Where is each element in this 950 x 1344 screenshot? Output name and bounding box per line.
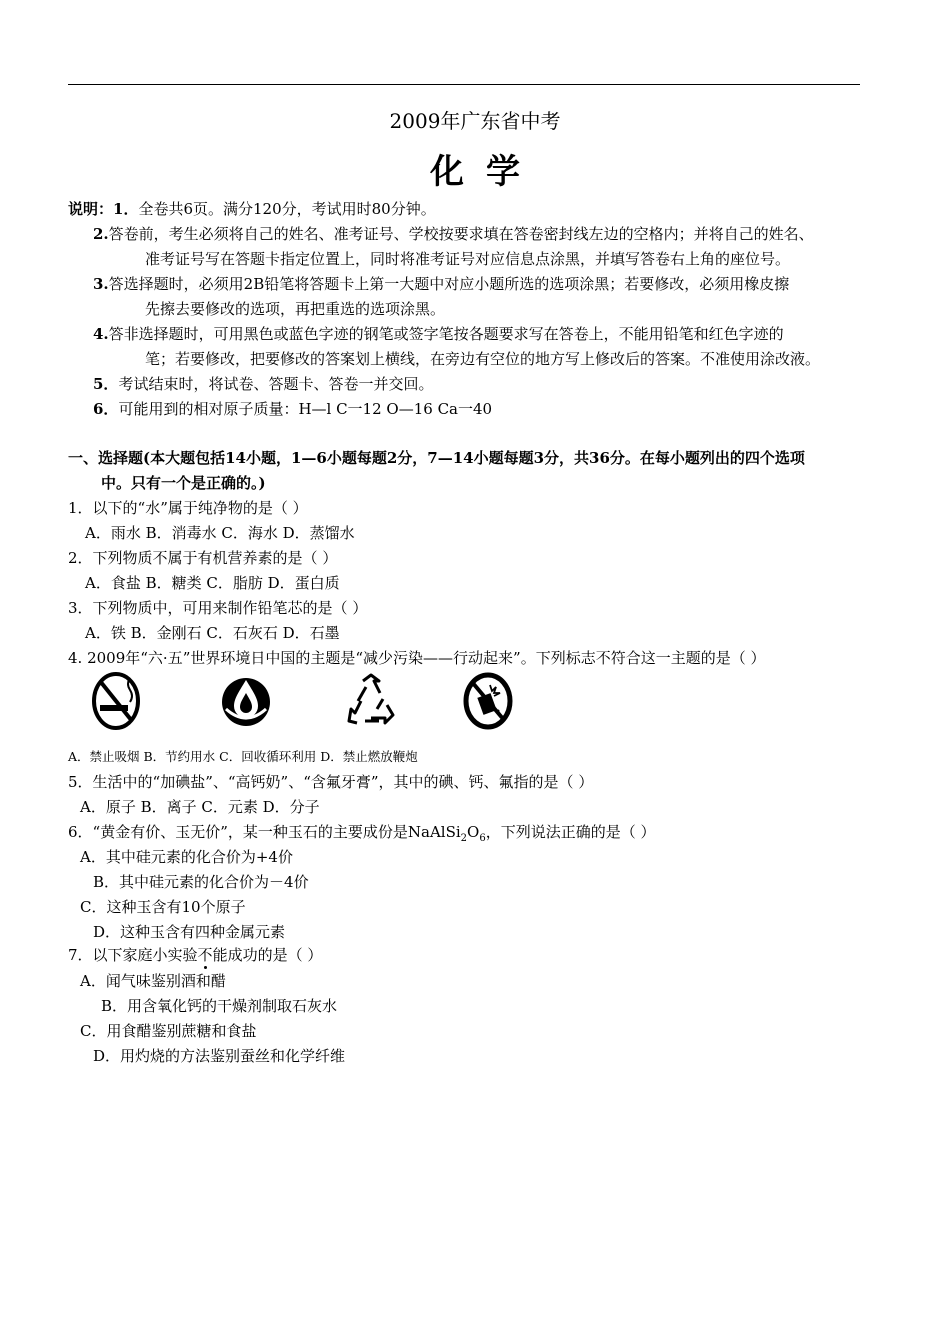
q6-option-c: C．这种玉含有10个原子: [80, 898, 246, 916]
no-smoking-icon: [90, 671, 142, 731]
instruction-3: 3.答选择题时，必须用2B铅笔将答题卡上第一大题中对应小题所选的选项涂黑；若要修改，必须用橡皮擦: [93, 275, 790, 293]
exam-title: 2009年广东省中考: [389, 109, 561, 133]
section1-heading-cont: 中。只有一个是正确的。): [101, 474, 266, 492]
emphasis-mark: 不: [197, 946, 213, 964]
instruction-1: 说明：1．全卷共6页。满分120分，考试用时80分钟。: [68, 200, 436, 218]
q1-stem: 1．以下的“水”属于纯净物的是（ ）: [68, 499, 308, 517]
no-firecrackers-icon: [462, 671, 514, 731]
instructions-label: 说明：: [68, 200, 114, 218]
instruction-4: 4.答非选择题时，可用黑色或蓝色字迹的钢笔或签字笔按各题要求写在答卷上，不能用铅笔和红色字迹的: [93, 325, 784, 343]
q5-options: A．原子 B．离子 C．元素 D．分子: [80, 798, 320, 816]
q6-option-d: D．这种玉含有四种金属元素: [93, 923, 286, 941]
q3-options: A．铁 B．金刚石 C．石灰石 D．石墨: [85, 624, 340, 642]
q3-stem: 3．下列物质中，可用来制作铅笔芯的是（ ）: [68, 599, 368, 617]
section1-heading: 一、选择题(本大题包括14小题，1—6小题每题2分，7—14小题每题3分，共36分。在每小题列出的四个选项: [68, 449, 805, 467]
q6-stem: 6．“黄金有价、玉无价”，某一种玉石的主要成份是$NaAlSi_2O_6$，下列说法正确的是（ ）: [68, 823, 656, 844]
instruction-6: 6．可能用到的相对原子质量：H—l C一12 O—16 Ca一40: [93, 400, 493, 418]
q2-options: A．食盐 B．糖类 C．脂肪 D．蛋白质: [85, 574, 340, 592]
instruction-2: 2.答卷前，考生必须将自己的姓名、准考证号、学校按要求填在答卷密封线左边的空格内；并将自己的姓名、: [93, 225, 814, 243]
q5-stem: 5．生活中的“加碘盐”、“高钙奶”、“含氟牙膏”，其中的碘、钙、氟指的是（ ）: [68, 773, 594, 791]
subject-title: 化学: [430, 152, 542, 192]
q7-option-b: B．用含氧化钙的干燥剂制取石灰水: [101, 997, 338, 1015]
q7-option-d: D．用灼烧的方法鉴别蚕丝和化学纤维: [93, 1047, 346, 1065]
instruction-5: 5．考试结束时，将试卷、答题卡、答卷一并交回。: [93, 375, 434, 393]
instruction-3-cont: 先擦去要修改的选项，再把重选的选项涂黑。: [145, 300, 446, 318]
instruction-4-cont: 笔；若要修改，把要修改的答案划上横线，在旁边有空位的地方写上修改后的答案。不准使用涂改液。: [145, 350, 821, 368]
instruction-2-cont: 准考证号写在答题卡指定位置上，同时将准考证号对应信息点涂黑，并填写答卷右上角的座位号。: [145, 250, 791, 268]
q2-stem: 2．下列物质不属于有机营养素的是（ ）: [68, 549, 338, 567]
q6-option-b: B．其中硅元素的化合价为－4价: [93, 873, 309, 891]
q1-options: A．雨水 B．消毒水 C．海水 D．蒸馏水: [85, 524, 355, 542]
q4-stem: 4. 2009年“六·五”世界环境日中国的主题是“减少污染——行动起来”。下列标志不符合这一主题的是（ ）: [68, 649, 766, 667]
save-water-icon: [220, 671, 272, 731]
header-rule: [68, 84, 860, 85]
recycle-icon: [345, 671, 397, 731]
q6-option-a: A．其中硅元素的化合价为+4价: [80, 848, 293, 866]
q4-captions: A．禁止吸烟 B．节约用水 C．回收循环利用 D．禁止燃放鞭炮: [68, 749, 418, 764]
q7-option-a: A．闻气味鉴别酒和醋: [80, 972, 226, 990]
q7-option-c: C．用食醋鉴别蔗糖和食盐: [80, 1022, 257, 1040]
q7-stem: 7．以下家庭小实验不能成功的是（ ）: [68, 946, 323, 964]
